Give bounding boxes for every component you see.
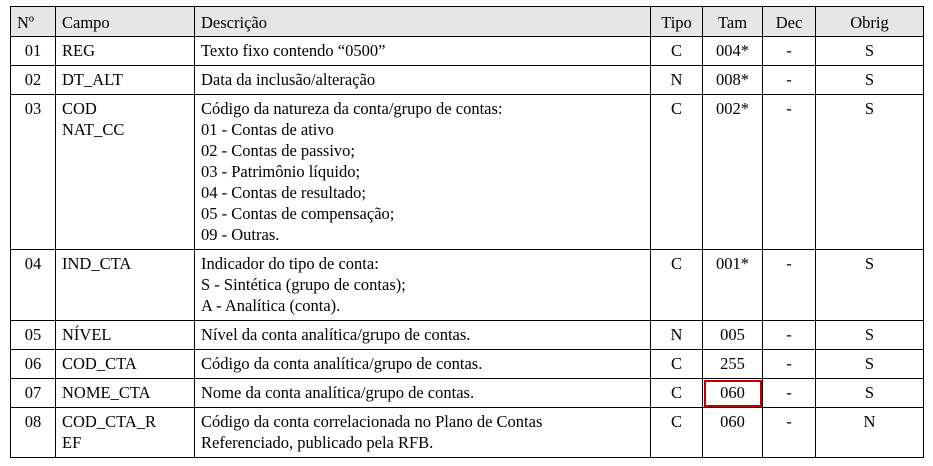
campo-line: DT_ALT <box>62 70 123 89</box>
descricao-line: S - Sintética (grupo de contas); <box>201 275 406 294</box>
descricao-line: Código da conta correlacionada no Plano de Contas <box>201 412 543 431</box>
row-obrig: S <box>816 379 924 408</box>
row-obrig: S <box>816 350 924 379</box>
row-campo <box>56 66 195 95</box>
table-row <box>11 408 924 458</box>
row-tam: 004* <box>703 37 763 66</box>
header-tipo: Tipo <box>651 7 703 37</box>
row-dec: - <box>763 321 816 350</box>
row-descricao <box>195 379 651 408</box>
register-0500-layout <box>10 6 924 458</box>
campo-line: COD <box>62 99 97 118</box>
row-tam-highlighted: 060 <box>703 379 763 408</box>
campo-line: REG <box>62 41 95 60</box>
descricao-line: 03 - Patrimônio líquido; <box>201 162 361 181</box>
row-descricao <box>195 408 651 458</box>
descricao-line: Texto fixo contendo “0500” <box>201 41 386 60</box>
table-header-row <box>11 7 924 37</box>
row-dec: - <box>763 250 816 321</box>
header-descricao: Descrição <box>195 7 651 37</box>
descricao-line: 05 - Contas de compensação; <box>201 204 395 223</box>
table-row <box>11 250 924 321</box>
row-campo <box>56 408 195 458</box>
row-obrig: S <box>816 250 924 321</box>
row-dec: - <box>763 408 816 458</box>
campo-line: NAT_CC <box>62 120 125 139</box>
descricao-line: Data da inclusão/alteração <box>201 70 376 89</box>
row-tipo: C <box>651 350 703 379</box>
descricao-line: 01 - Contas de ativo <box>201 120 334 139</box>
row-tipo: N <box>651 66 703 95</box>
campo-line: IND_CTA <box>62 254 132 273</box>
header-campo: Campo <box>56 7 195 37</box>
row-descricao <box>195 95 651 250</box>
descricao-line: Referenciado, publicado pela RFB. <box>201 433 434 452</box>
header-dec: Dec <box>763 7 816 37</box>
descricao-line: 02 - Contas de passivo; <box>201 141 355 160</box>
row-tipo: C <box>651 95 703 250</box>
campo-line: NÍVEL <box>62 325 112 344</box>
table-row <box>11 321 924 350</box>
row-obrig: S <box>816 321 924 350</box>
row-num: 04 <box>11 250 56 321</box>
row-campo <box>56 37 195 66</box>
row-dec: - <box>763 37 816 66</box>
campo-line: COD_CTA <box>62 354 137 373</box>
row-obrig: S <box>816 95 924 250</box>
row-tam: 060 <box>703 408 763 458</box>
row-dec: - <box>763 379 816 408</box>
table-row <box>11 350 924 379</box>
table-row <box>11 95 924 250</box>
row-tipo: C <box>651 408 703 458</box>
row-obrig: S <box>816 37 924 66</box>
row-obrig: N <box>816 408 924 458</box>
row-num: 07 <box>11 379 56 408</box>
campo-line: EF <box>62 433 82 452</box>
row-tipo: C <box>651 250 703 321</box>
row-tam: 255 <box>703 350 763 379</box>
campo-line: NOME_CTA <box>62 383 151 402</box>
row-tipo: C <box>651 379 703 408</box>
header-num: Nº <box>11 7 56 37</box>
row-num: 01 <box>11 37 56 66</box>
row-descricao <box>195 66 651 95</box>
row-campo <box>56 250 195 321</box>
field-spec-table <box>10 6 924 458</box>
row-tam: 008* <box>703 66 763 95</box>
row-dec: - <box>763 350 816 379</box>
row-dec: - <box>763 95 816 250</box>
row-descricao <box>195 250 651 321</box>
row-descricao <box>195 350 651 379</box>
row-num: 03 <box>11 95 56 250</box>
descricao-line: A - Analítica (conta). <box>201 296 341 315</box>
row-campo <box>56 350 195 379</box>
row-tipo: C <box>651 37 703 66</box>
row-campo <box>56 321 195 350</box>
header-tam: Tam <box>703 7 763 37</box>
table-row <box>11 66 924 95</box>
table-row <box>11 379 924 408</box>
row-dec: - <box>763 66 816 95</box>
row-num: 08 <box>11 408 56 458</box>
row-obrig: S <box>816 66 924 95</box>
row-campo <box>56 379 195 408</box>
descricao-line: Nome da conta analítica/grupo de contas. <box>201 383 475 402</box>
campo-line: COD_CTA_R <box>62 412 157 431</box>
row-descricao <box>195 37 651 66</box>
row-tam: 002* <box>703 95 763 250</box>
descricao-line: 04 - Contas de resultado; <box>201 183 366 202</box>
row-tam: 005 <box>703 321 763 350</box>
header-obrig: Obrig <box>816 7 924 37</box>
descricao-line: Indicador do tipo de conta: <box>201 254 379 273</box>
row-campo <box>56 95 195 250</box>
descricao-line: 09 - Outras. <box>201 225 280 244</box>
row-num: 05 <box>11 321 56 350</box>
table-row <box>11 37 924 66</box>
row-num: 06 <box>11 350 56 379</box>
row-tam: 001* <box>703 250 763 321</box>
descricao-line: Código da conta analítica/grupo de contas. <box>201 354 483 373</box>
descricao-line: Código da natureza da conta/grupo de contas: <box>201 99 503 118</box>
row-num: 02 <box>11 66 56 95</box>
descricao-line: Nível da conta analítica/grupo de contas. <box>201 325 471 344</box>
row-descricao <box>195 321 651 350</box>
row-tipo: N <box>651 321 703 350</box>
